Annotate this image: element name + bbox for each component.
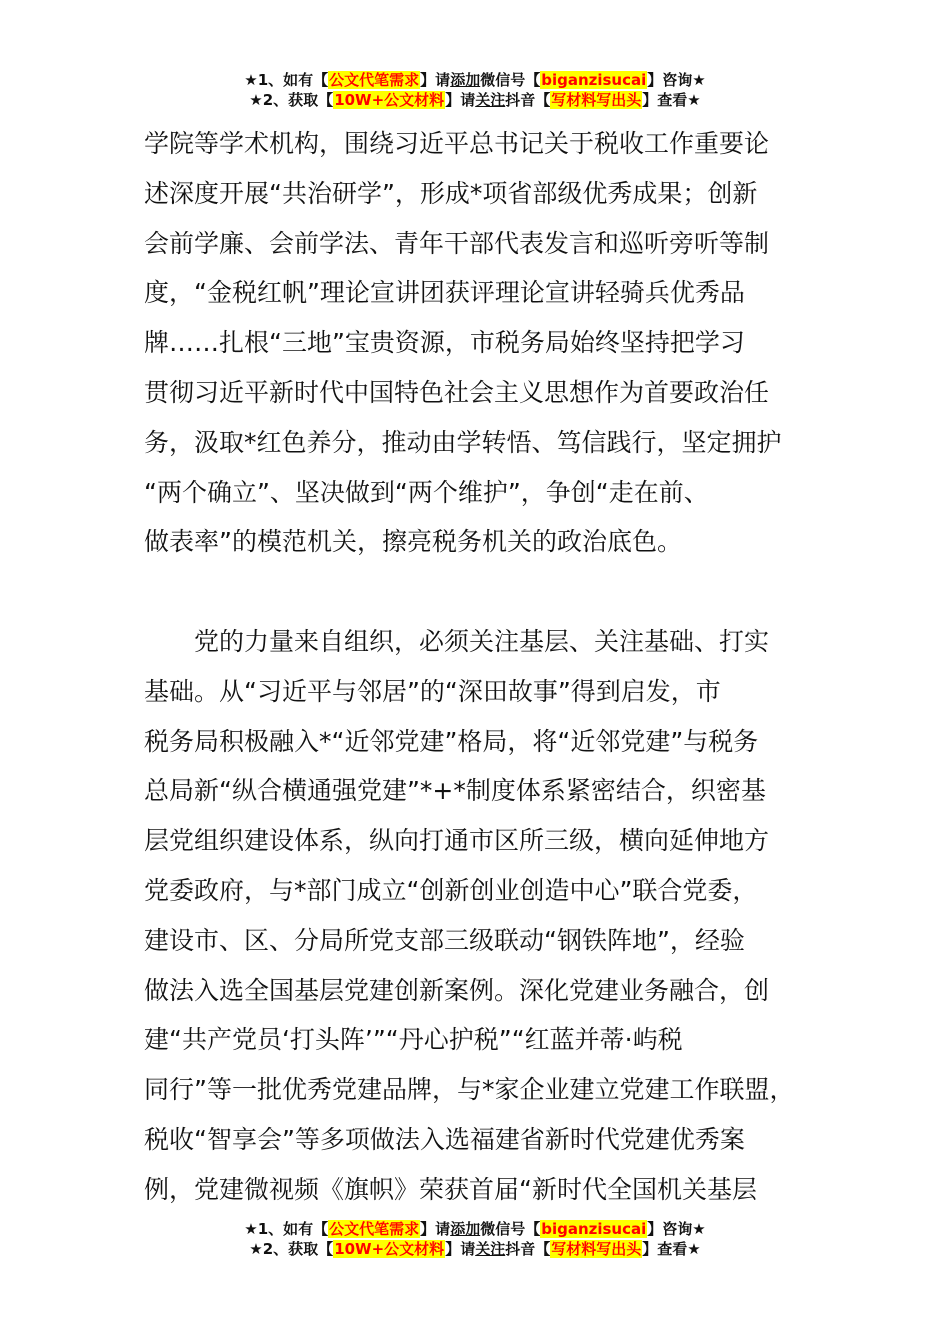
text-line: 做表率”的模范机关，擦亮税务机关的政治底色。 xyxy=(144,527,682,557)
text-line: 层党组织建设体系，纵向打通市区所三级，横向延伸地方 xyxy=(144,826,770,856)
banner-text: 】咨询★ xyxy=(647,1220,706,1238)
wechat-id-highlight: biganzisucai xyxy=(541,1220,647,1238)
text-line: 贯彻习近平新时代中国特色社会主义思想作为首要政治任 xyxy=(144,377,770,407)
text-line: 学院等学术机构，围绕习近平总书记关于税收工作重要论 xyxy=(144,129,770,158)
banner-text: 微信号【 xyxy=(480,1220,541,1238)
banner-text: 】请 xyxy=(445,1240,476,1258)
banner-text: ★2、获取【 xyxy=(249,1240,334,1258)
paragraph-1 xyxy=(144,119,844,567)
banner-text: 】查看★ xyxy=(642,91,701,109)
paragraph-2 xyxy=(144,617,844,1215)
banner-highlight: 公文代笔需求 xyxy=(329,1220,420,1238)
douyin-highlight: 写材料写出头 xyxy=(551,91,642,109)
text-line: “两个确立”、坚决做到“两个维护”，争创“走在前、 xyxy=(144,477,709,507)
banner-underlined: 关注 xyxy=(475,91,506,109)
banner-underlined: 添加 xyxy=(450,1220,481,1238)
text-line: 建“共产党员‘打头阵’”“丹心护税”“红蓝并蒂·屿税 xyxy=(144,1025,683,1055)
text-line: 建设市、区、分局所党支部三级联动“钢铁阵地”，经验 xyxy=(144,925,745,955)
banner-text: 抖音【 xyxy=(505,91,551,109)
banner-text: 】请 xyxy=(445,91,476,109)
banner-line-1 xyxy=(0,70,950,90)
text-line: 税务局积极融入*“近邻党建”格局，将“近邻党建”与税务 xyxy=(144,726,759,756)
text-line: 基础。从“习近平与邻居”的“深田故事”得到启发，市 xyxy=(144,676,721,706)
footer-banner xyxy=(0,1219,950,1259)
banner-text: ★2、获取【 xyxy=(249,91,334,109)
douyin-highlight: 写材料写出头 xyxy=(551,1240,642,1258)
banner-underlined: 关注 xyxy=(475,1240,506,1258)
text-line: 党委政府，与*部门成立“创新创业创造中心”联合党委， xyxy=(144,875,758,905)
banner-text: 】请 xyxy=(420,71,451,89)
text-line: 会前学廉、会前学法、青年干部代表发言和巡听旁听等制 xyxy=(144,228,770,258)
text-line: 牌……扎根“三地”宝贵资源，市税务局始终坚持把学习 xyxy=(144,328,745,358)
banner-text: 微信号【 xyxy=(480,71,541,89)
banner-text: ★1、如有【 xyxy=(244,71,329,89)
banner-underlined: 添加 xyxy=(450,71,481,89)
banner-highlight: 10W+公文材料 xyxy=(334,91,445,109)
banner-text: 】咨询★ xyxy=(647,71,706,89)
banner-line-1 xyxy=(0,1219,950,1239)
text-line: 度，“金税红帆”理论宣讲团获评理论宣讲轻骑兵优秀品 xyxy=(144,278,745,308)
wechat-id-highlight: biganzisucai xyxy=(541,71,647,89)
text-line: 党的力量来自组织，必须关注基层、关注基础、打实 xyxy=(144,627,770,656)
banner-text: 】请 xyxy=(420,1220,451,1238)
text-line: 述深度开展“共治研学”，形成*项省部级优秀成果；创新 xyxy=(144,178,758,208)
banner-text: 抖音【 xyxy=(505,1240,551,1258)
text-line: 务，汲取*红色养分，推动由学转悟、笃信践行，坚定拥护 xyxy=(144,427,782,457)
banner-text: 】查看★ xyxy=(642,1240,701,1258)
text-line: 税收“智享会”等多项做法入选福建省新时代党建优秀案 xyxy=(144,1124,745,1154)
banner-line-2 xyxy=(0,90,950,110)
text-line: 例，党建微视频《旗帜》荣获首届“新时代全国机关基层 xyxy=(144,1174,757,1204)
text-line: 同行”等一批优秀党建品牌，与*家企业建立党建工作联盟， xyxy=(144,1075,795,1105)
banner-highlight: 公文代笔需求 xyxy=(329,71,420,89)
header-banner xyxy=(0,70,950,110)
text-line: 总局新“纵合横通强党建”*+*制度体系紧密结合，织密基 xyxy=(144,776,766,806)
banner-line-2 xyxy=(0,1239,950,1259)
banner-highlight: 10W+公文材料 xyxy=(334,1240,445,1258)
banner-text: ★1、如有【 xyxy=(244,1220,329,1238)
text-line: 做法入选全国基层党建创新案例。深化党建业务融合，创 xyxy=(144,975,770,1005)
